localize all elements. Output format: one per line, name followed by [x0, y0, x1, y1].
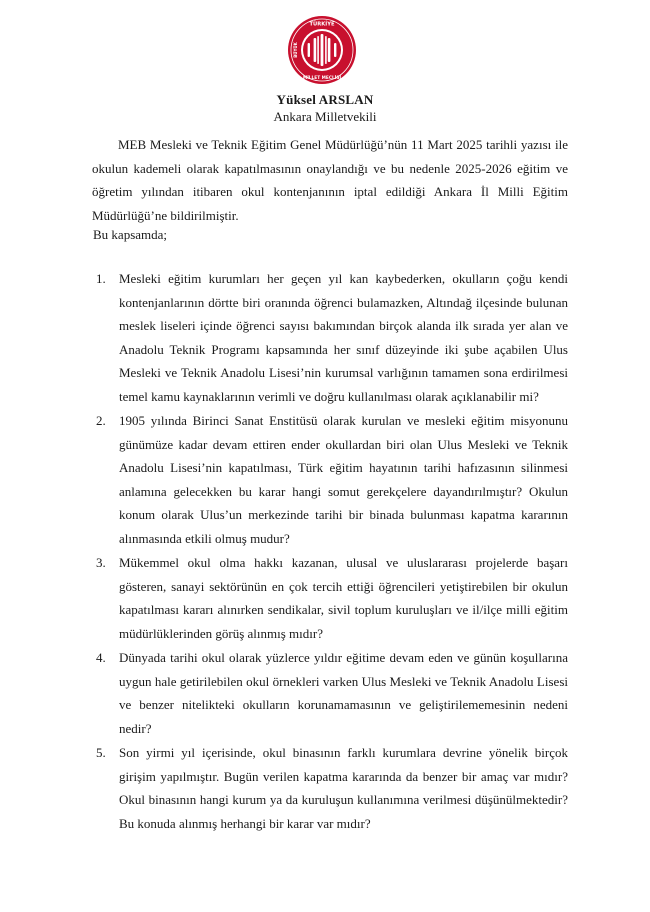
question-item-5: [96, 741, 568, 835]
seal-text-bottom: MİLLET MECLİSİ: [302, 76, 342, 81]
question-number: 1.: [96, 271, 106, 286]
question-number: 5.: [96, 745, 106, 760]
question-number: 4.: [96, 650, 106, 665]
question-item-3: [96, 551, 568, 645]
intro-paragraph: MEB Mesleki ve Teknik Eğitim Genel Müdürlüğü’nün 11 Mart 2025 tarihli yazısı ile okulun kademeli olarak kapatılmasının onaylandığı ve bu nedenle 2025-2026 eğitim ve öğretim yılından itibaren okul kontenjanının iptal edildiği Ankara İl Milli Eğitim Müdürlüğü’ne bildirilmiştir.: [92, 137, 568, 223]
author-name: Yüksel ARSLAN: [276, 92, 374, 107]
question-item-2: [96, 409, 568, 550]
seal-text-left: BÜYÜK: [293, 42, 298, 58]
question-number: 2.: [96, 413, 106, 428]
question-text: Dünyada tarihi okul olarak yüzlerce yıldır eğitime devam eden ve günün koşullarına uygun hale getirilebilen okul örnekleri varken Ulus Mesleki ve Teknik Anadolu Lisesi ve benzer nitelikteki okulların korunamamasının ve geliştirilememesinin nedeni nedir?: [119, 650, 568, 736]
tbmm-seal-logo: [287, 15, 357, 85]
author-role: Ankara Milletvekili: [273, 109, 377, 124]
seal-text-top: TÜRKİYE: [309, 21, 335, 28]
question-item-4: [96, 646, 568, 740]
question-item-1: [96, 267, 568, 408]
question-text: Mesleki eğitim kurumları her geçen yıl kan kaybederken, okulların çoğu kendi kontenjanlarının dörtte biri oranında öğrenci bulamazken, Altındağ ilçesinde bulunan meslek liseleri içinde öğrenci sayısı bakımından birçok alanda ilk sırada yer alan ve Anadolu Teknik Programı kapsamında her sınıf düzeyinde iki şube açabilen Ulus Mesleki ve Teknik Anadolu Lisesi’nin kurumsal varlığının tamamen sona erdirilmesi temel kamu kaynaklarının verimli ve doğru kullanılması olarak açıklanabilir mi?: [119, 271, 568, 404]
lead-text: Bu kapsamda;: [93, 227, 168, 242]
question-number: 3.: [96, 555, 106, 570]
question-list: [96, 267, 568, 835]
question-text: Mükemmel okul olma hakkı kazanan, ulusal ve uluslararası projelerde başarı gösteren, sanayi sektörünün en çok tercih ettiği öğrencileri yetiştirebilen bir okulun kapatılması kararı alınırken sendikalar, sivil toplum kuruluşları ve il/ilçe milli eğitim müdürlüklerinden görüş alınmış mıdır?: [119, 555, 568, 641]
question-text: Son yirmi yıl içerisinde, okul binasının farklı kurumlara devrine yönelik birçok girişim yapılmıştır. Bugün verilen kapatma kararında da benzer bir amaç var mıdır? Okul binasının hangi kurum ya da kuruluşun kullanımına verilmesi düşünülmektedir? Bu konuda alınmış herhangi bir karar var mıdır?: [119, 745, 568, 831]
question-text: 1905 yılında Birinci Sanat Enstitüsü olarak kurulan ve mesleki eğitim misyonunu günümüze kadar devam ettiren ender okullardan biri olan Ulus Mesleki ve Teknik Anadolu Lisesi’nin kapatılması, Türk eğitim hayatının tarihi hafızasının silinmesi anlamına gelecekken bu karar hangi somut gerekçelere dayandırılmıştır? Okulun konum olarak Ulus’un merkezinde tarihi bir binada bulunması kapatma kararının alınmasında etkili olmuş mudur?: [119, 413, 568, 546]
